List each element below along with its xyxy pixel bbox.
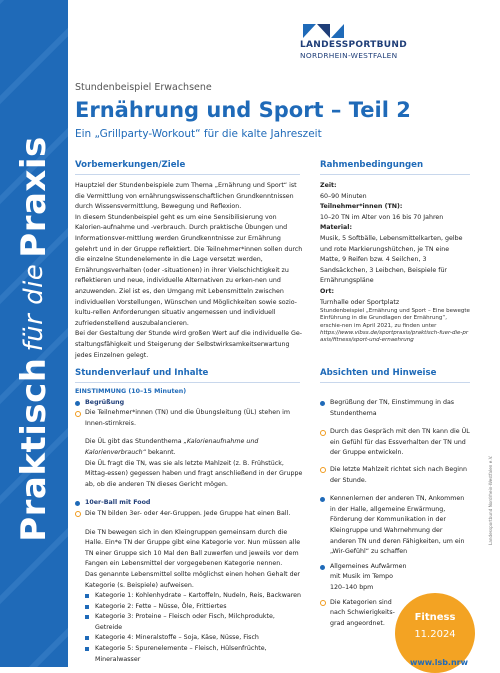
divider xyxy=(75,174,300,175)
item-begruessung: Begrüßung xyxy=(75,398,303,409)
kategorie-item: Kategorie 1: Kohlenhydrate – Kartoffeln, Nudeln, Reis, Backwaren xyxy=(85,591,303,602)
divider xyxy=(75,382,300,383)
ball-text3: Das genannte Lebensmittel sollte möglichst einen hohen Gehalt der Kategorie (s. Beispiele) aufweisen. xyxy=(85,570,301,589)
lsb-logo xyxy=(300,24,450,60)
absicht-item: Kennenlernen der anderen TN, Ankommen in der Halle, allgemeine Erwärmung, Förderung der Kommunikation in der Kleingruppe und Wahrnehmung der anderen TN und deren Fähigkeiten, um ein „Wir-Gefühl“ zu schaffen xyxy=(320,494,470,558)
gl-text-italic: „Kalorienaufnahme und Kalorienverbrauch“ xyxy=(85,438,259,456)
label-zeit: Zeit: xyxy=(320,182,337,189)
page-subtitle: Ein „Grillparty-Workout“ für die kalte Jahreszeit xyxy=(75,128,322,140)
rahmen-note-link[interactable]: https://www.vibss.de/sportpraxis/praktisch-fuer-die-praxis/fitness/sport-und-ernaehrung xyxy=(320,329,469,343)
fragt-text: Die ÜL fragt die TN, was sie als letzte Mahlzeit (z. B. Frühstück, Mittag-essen) gegessen haben und fragt anschließend in der Gruppe ab, ob die anderen TN dieses Gericht mögen. xyxy=(85,459,303,488)
page-title: Ernährung und Sport – Teil 2 xyxy=(75,98,411,122)
gl-text-a: Die ÜL gibt das Stundenthema xyxy=(85,438,182,446)
kicker: Stundenbeispiel Erwachsene xyxy=(75,82,212,93)
verlauf-text xyxy=(75,387,303,665)
rahmen-text xyxy=(320,181,470,344)
sidebar-band xyxy=(0,0,68,667)
logo-line1: LANDESSPORTBUND xyxy=(300,40,407,50)
publisher-note: Landessportbund Nordrhein-Westfalen e.V. xyxy=(488,455,493,545)
logo-mark-icon xyxy=(303,24,343,38)
absicht-item: Begrüßung der TN, Einstimmung in das Stundenthema xyxy=(320,398,470,419)
heading-vorbemerkungen: Vorbemerkungen/Ziele xyxy=(75,160,186,170)
heading-absichten: Absichten und Hinweise xyxy=(320,368,437,378)
label-ort: Ort: xyxy=(320,287,334,295)
label-tn: Teilnehmer*innen (TN): xyxy=(320,203,403,211)
item-ball: 10er-Ball mit Food xyxy=(75,498,303,509)
value-tn: 10–20 TN im Alter von 16 bis 70 Jahren xyxy=(320,213,444,221)
rahmen-note: Stundenbeispiel „Ernährung und Sport – Eine bewegte Einführung in die Grundlagen der Ernährung“, erschie-nen im April 2021, zu finden unter xyxy=(320,308,470,329)
value-ort: Turnhalle oder Sportplatz xyxy=(320,298,400,306)
paragraph: Hauptziel der Stundenbeispiele zum Thema „Ernährung und Sport“ ist die Vermittlung von ernährungswissenschaftlichen Grundkenntnissen durch Wissensvermittlung, Bewegung und Reflexion. xyxy=(75,182,297,211)
badge-label: Fitness xyxy=(414,612,456,623)
sidebar-word-fuer-die: für die xyxy=(19,263,49,352)
vorbemerkungen-text xyxy=(75,181,303,361)
item-ball-text: Die TN bilden 3er- oder 4er-Gruppen. Jede Gruppe hat einen Ball. xyxy=(75,509,303,520)
kategorie-item: Kategorie 5: Spurenelemente – Fleisch, Hülsenfrüchte, Mineralwasser xyxy=(85,644,303,665)
absicht-item: Die letzte Mahlzeit richtet sich nach Beginn der Stunde. xyxy=(320,465,470,486)
sidebar-title xyxy=(15,59,53,619)
item-begruessung-text: Die Teilnehmer*innen (TN) und die Übungsleitung (ÜL) stehen im Innen-stirnkreis. xyxy=(75,408,303,429)
phase-label: EINSTIMMUNG (10–15 Minuten) xyxy=(75,388,187,395)
heading-verlauf: Stundenverlauf und Inhalte xyxy=(75,368,209,378)
ball-text2: Die TN bewegen sich in den Kleingruppen gemeinsam durch die Halle. Ein*e TN der Gruppe gibt eine Kategorie vor. Nun müssen alle TN einer Gruppe sich 10 Mal den Ball zuwerfen und jeweils vor dem Fangen ein Lebensmittel der vorgegebenen Kategorie nennen. xyxy=(85,528,301,568)
badge-date: 11.2024 xyxy=(414,629,456,640)
value-material: Musik, 5 Softbälle, Lebensmittelkarten, gelbe und rote Markierungshütchen, je TN eine Matte, 9 Reifen bzw. 4 Seilchen, 3 Sandsäckchen, 3 Leibchen, Beispiele für Ernährungspläne xyxy=(320,234,463,285)
paragraph: Bei der Gestaltung der Stunde wird großen Wert auf die individuelle Ge-staltungsfähigkeit und Steigerung der Selbstwirksamkeitserwartung jedes Einzelnen gelegt. xyxy=(75,330,302,359)
gl-text-b: bekannt. xyxy=(147,448,176,456)
sidebar-word-praktisch: Praktisch xyxy=(14,357,54,542)
kategorie-item: Kategorie 3: Proteine – Fleisch oder Fisch, Milchprodukte, Getreide xyxy=(85,612,303,633)
sidebar-word-praxis: Praxis xyxy=(14,136,54,258)
divider xyxy=(320,174,470,175)
footer-link[interactable]: www.lsb.nrw xyxy=(410,658,468,667)
absicht-item: Durch das Gespräch mit den TN kann die ÜL ein Gefühl für das Essverhalten der TN und der Gruppe entwickeln. xyxy=(320,427,470,459)
kategorie-item: Kategorie 2: Fette – Nüsse, Öle, Frittiertes xyxy=(85,602,303,613)
label-material: Material: xyxy=(320,224,352,232)
absicht-item: Allgemeines Aufwärmen mit Musik im Tempo 120–140 bpm xyxy=(320,562,410,594)
value-zeit: 60–90 Minuten xyxy=(320,192,367,200)
logo-line2: NORDRHEIN-WESTFALEN xyxy=(300,51,398,60)
paragraph: In diesem Stundenbeispiel geht es um eine Sensibilisierung von Kalorien-aufnahme und -verbrauch. Durch praktische Übungen und Informationsver-mittlung werden Grundkenntnisse zur Ernährung gelehrt und in der Gruppe reflektiert. Die Teilnehmer*innen sollen durch die einzelne Stundenelemente in die Lage versetzt werden, Ernährungsverhalten (oder -situationen) in ihrer Vielschichtigkeit zu reflektieren und neue, individuelle Alternativen zu erken-nen und anzuwenden. Ziel ist es, den Umgang mit Lebensmitteln zwischen individuellen Vorstellungen, Wünschen und Möglichkeiten sowie sozio-kultu-rellen Anforderungen situativ angemessen und individuell zufriedenstellend auszubalancieren. xyxy=(75,213,303,327)
heading-rahmen: Rahmenbedingungen xyxy=(320,160,424,170)
absicht-item: Die Kategorien sind nach Schwierigkeits-grad angeordnet. xyxy=(320,598,405,630)
kategorie-item: Kategorie 4: Mineralstoffe – Soja, Käse, Nüsse, Fisch xyxy=(85,633,303,644)
divider xyxy=(320,382,470,383)
